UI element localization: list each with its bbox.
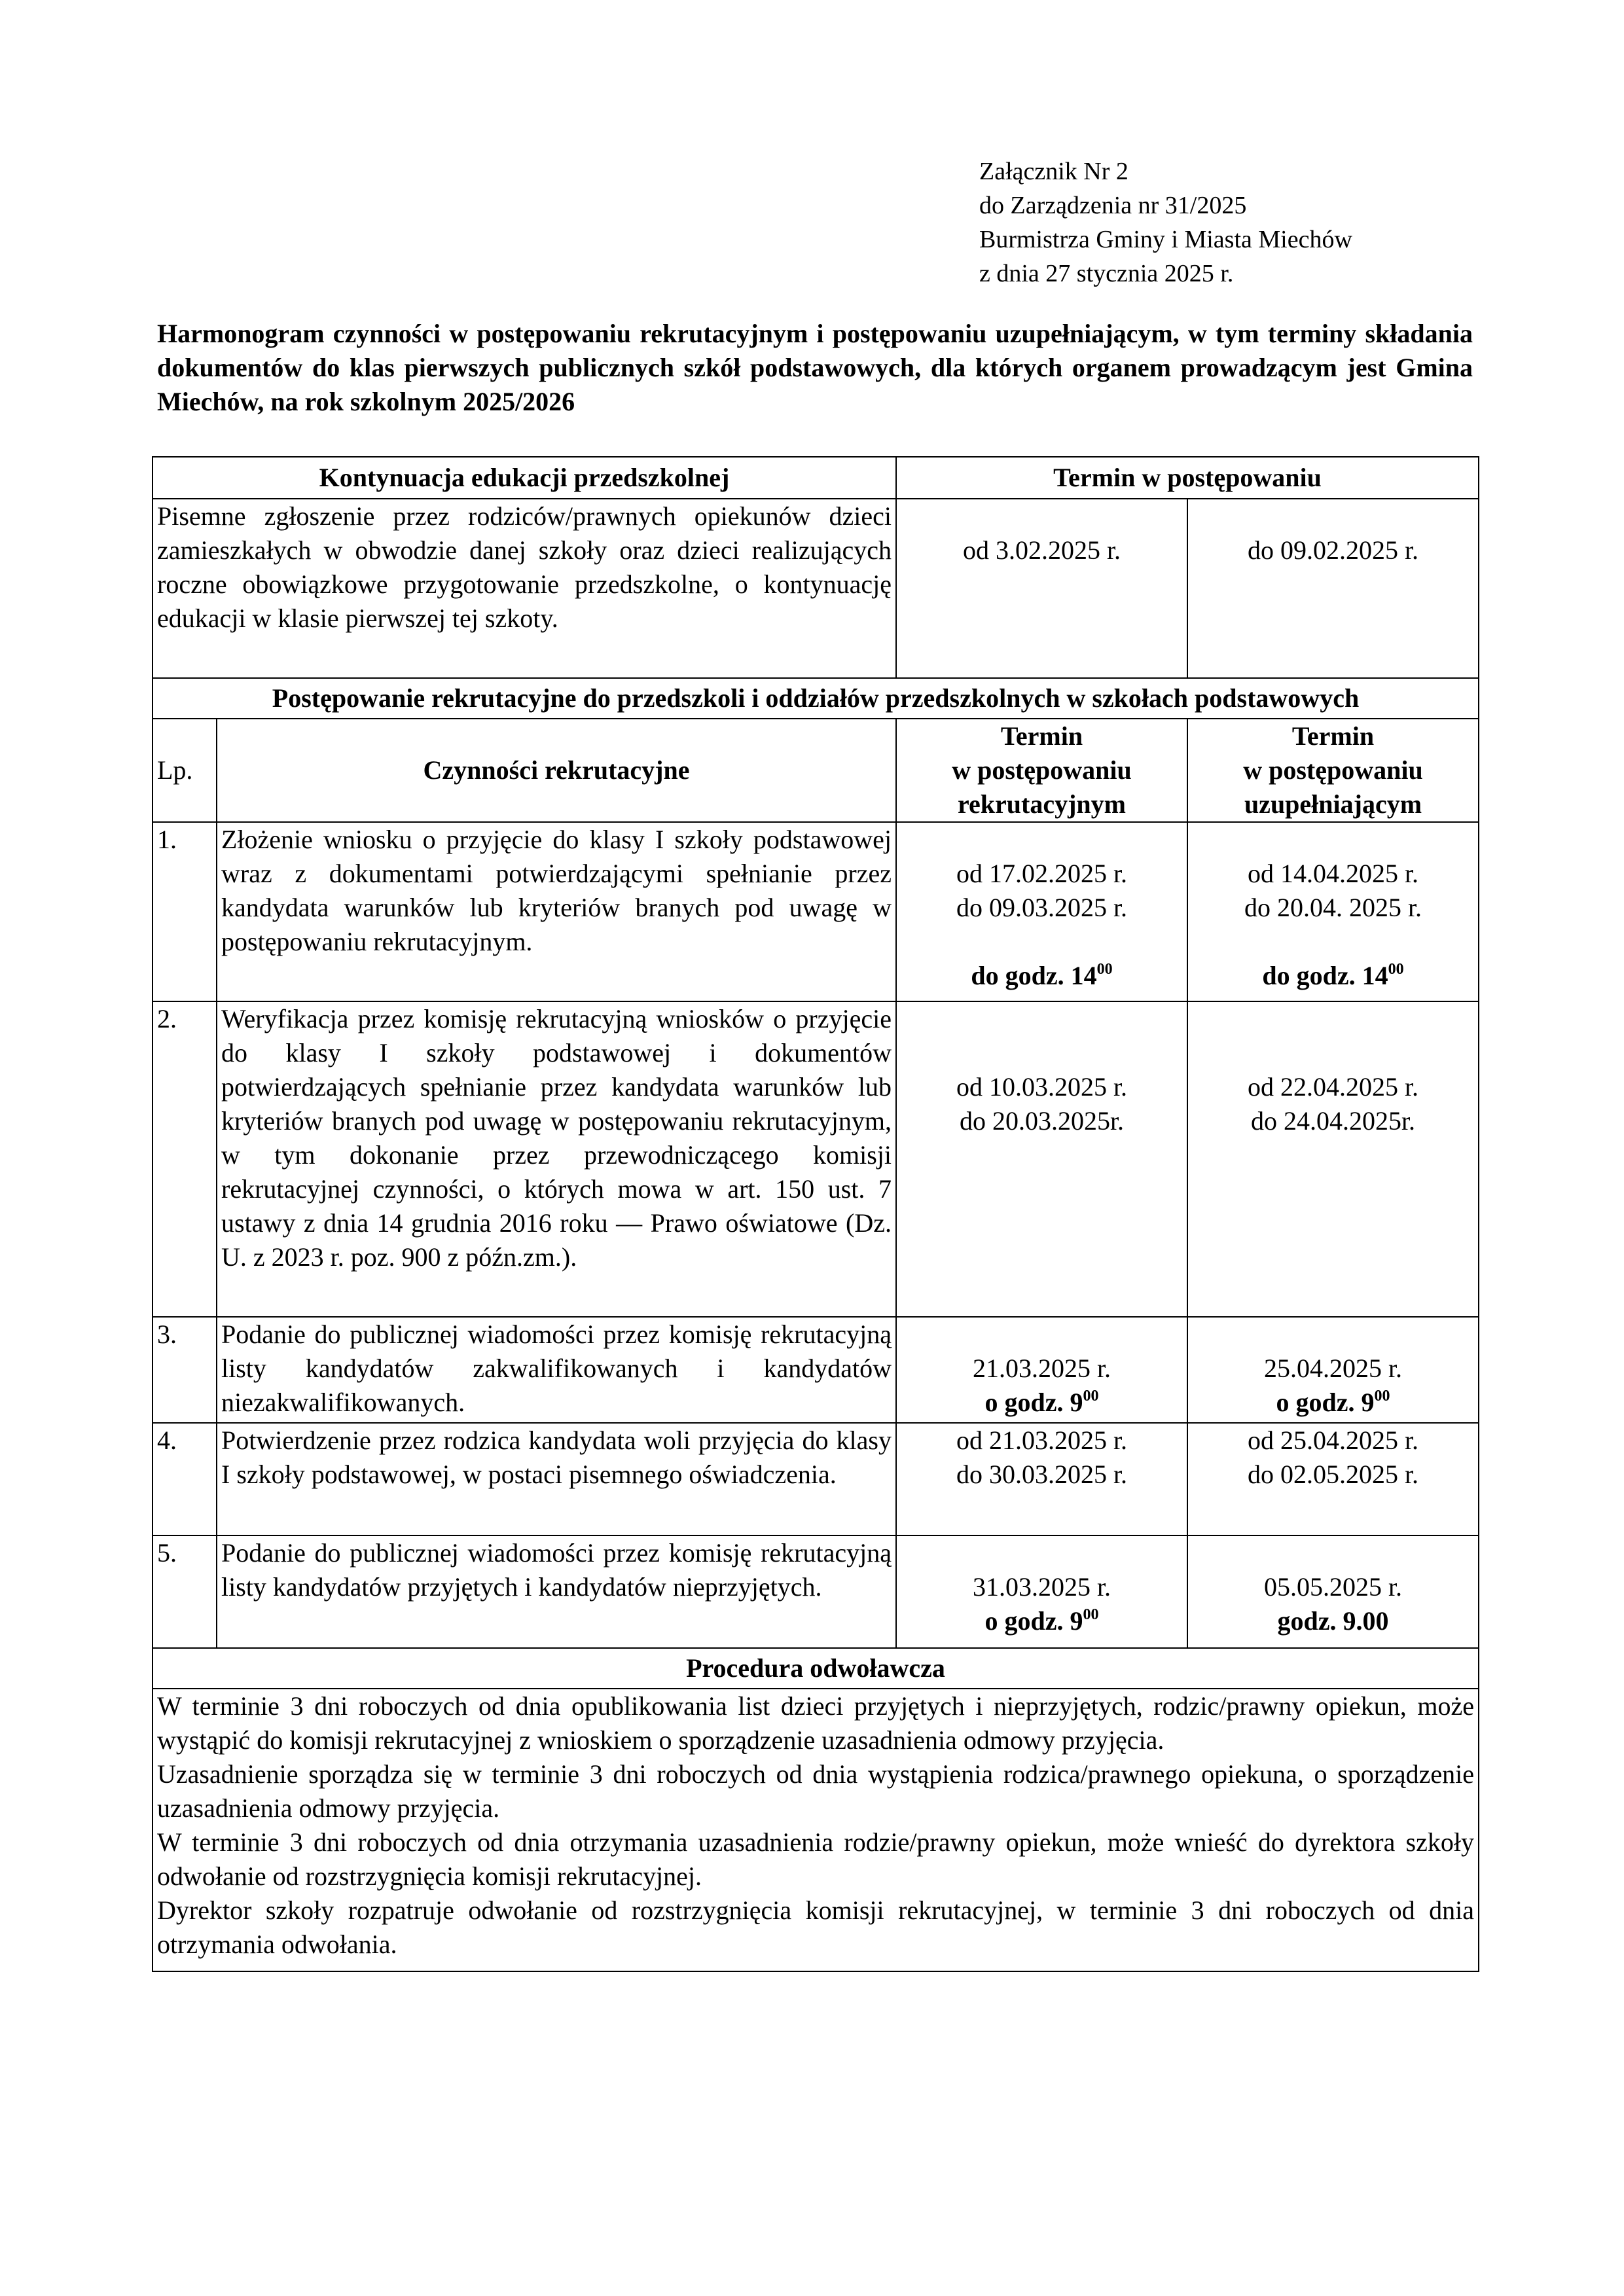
rec-date: 31.03.2025 r. xyxy=(972,1572,1111,1602)
row-lp: 1. xyxy=(153,822,217,1001)
header-line-issuer: Burmistrza Gminy i Miasta Miechów xyxy=(979,226,1352,253)
sup-date-from: od 22.04.2025 r. xyxy=(1247,1072,1419,1102)
rec-date-to: do 09.03.2025 r. xyxy=(956,893,1128,922)
sup-deadline xyxy=(1192,959,1474,993)
section3-heading: Procedura odwoławcza xyxy=(153,1648,1479,1689)
row-supplementary-term xyxy=(1187,1535,1479,1648)
rec-time-minutes: 00 xyxy=(1083,1387,1099,1405)
table-row xyxy=(153,1317,1479,1423)
section1-date-from xyxy=(896,499,1187,678)
document-title: Harmonogram czynności w postępowaniu rekrutacyjnym i postępowaniu uzupełniającym, w tym terminy składania dokumentów do klas pierwszych publicznych szkół podstawowych, dla których organem prowadzącym jest Gmina Miechów, na rok szkolnym 2025/2026 xyxy=(157,319,1473,416)
row-lp: 2. xyxy=(153,1001,217,1317)
rec-time-minutes: 00 xyxy=(1083,1605,1099,1623)
section1-date-from-text: od 3.02.2025 r. xyxy=(962,535,1121,565)
col-recruitment-header-line3: rekrutacyjnym xyxy=(958,789,1126,819)
schedule-table xyxy=(152,456,1479,1972)
rec-time xyxy=(901,1604,1183,1638)
rec-time-text: o godz. 9 xyxy=(984,1606,1083,1636)
col-recruitment-header-line2: w postępowaniu xyxy=(952,755,1132,785)
section2-heading: Postępowanie rekrutacyjne do przedszkoli i oddziałów przedszkolnych w szkołach podstawowych xyxy=(153,678,1479,719)
sup-date: 05.05.2025 r. xyxy=(1263,1572,1403,1602)
sup-deadline-minutes: 00 xyxy=(1388,960,1404,978)
row-supplementary-term xyxy=(1187,1423,1479,1535)
sup-time-minutes: 00 xyxy=(1374,1387,1390,1405)
row-activity: Podanie do publicznej wiadomości przez komisję rekrutacyjną listy kandydatów zakwalifikowanych i kandydatów niezakwalifikowanych. xyxy=(217,1317,896,1423)
col-activity-header: Czynności rekrutacyjne xyxy=(217,719,896,822)
appeal-paragraph-1: W terminie 3 dni roboczych od dnia opublikowania list dzieci przyjętych i nieprzyjętych, rodzic/prawny opiekun, może wystąpić do komisji rekrutacyjnej z wnioskiem o sporządzenie uzasadnienia odmowy przyjęcia. xyxy=(157,1691,1474,1755)
row-recruitment-term xyxy=(896,1317,1187,1423)
section1-row xyxy=(153,499,1479,678)
appeal-procedure-text xyxy=(153,1689,1479,1971)
appeal-paragraph-3: W terminie 3 dni roboczych od dnia otrzymania uzasadnienia rodzie/prawny opiekun, może wnieść do dyrektora szkoły odwołanie od rozstrzygnięcia komisji rekrutacyjnej. xyxy=(157,1827,1474,1891)
section2-column-header-row xyxy=(153,719,1479,822)
sup-deadline-text: do godz. 14 xyxy=(1262,961,1388,990)
appeal-paragraph-4: Dyrektor szkoły rozpatruje odwołanie od rozstrzygnięcia komisji rekrutacyjnej, w terminie 3 dni roboczych od dnia otrzymania odwołania. xyxy=(157,1895,1474,1959)
sup-date-from: od 14.04.2025 r. xyxy=(1247,859,1419,888)
table-row xyxy=(153,822,1479,1001)
rec-date-from: od 10.03.2025 r. xyxy=(956,1072,1128,1102)
attachment-header xyxy=(979,154,1352,291)
rec-date-to: do 30.03.2025 r. xyxy=(956,1460,1128,1489)
row-lp: 3. xyxy=(153,1317,217,1423)
appeal-paragraph-2: Uzasadnienie sporządza się w terminie 3 dni roboczych od dnia wystąpienia rodzica/prawnego opiekuna, o sporządzenie uzasadnienia odmowy przyjęcia. xyxy=(157,1759,1474,1823)
row-activity: Złożenie wniosku o przyjęcie do klasy I szkoły podstawowej wraz z dokumentami potwierdzającymi spełnianie przez kandydata warunków lub kryteriów branych pod uwagę w postępowaniu rekrutacyjnym. xyxy=(217,822,896,1001)
col-recruitment-header xyxy=(896,719,1187,822)
section1-header-row xyxy=(153,457,1479,499)
table-row xyxy=(153,1423,1479,1535)
row-recruitment-term xyxy=(896,1001,1187,1317)
row-supplementary-term xyxy=(1187,1317,1479,1423)
rec-time-text: o godz. 9 xyxy=(984,1388,1083,1417)
sup-date-from: od 25.04.2025 r. xyxy=(1247,1426,1419,1455)
row-recruitment-term xyxy=(896,822,1187,1001)
sup-date-to: do 02.05.2025 r. xyxy=(1247,1460,1419,1489)
section3-body-row xyxy=(153,1689,1479,1971)
col-supplementary-header-line3: uzupełniającym xyxy=(1244,789,1422,819)
row-activity: Podanie do publicznej wiadomości przez komisję rekrutacyjną listy kandydatów przyjętych i kandydatów nieprzyjętych. xyxy=(217,1535,896,1648)
rec-deadline-text: do godz. 14 xyxy=(971,961,1097,990)
col-supplementary-header xyxy=(1187,719,1479,822)
rec-deadline xyxy=(901,959,1183,993)
rec-date-to: do 20.03.2025r. xyxy=(959,1106,1125,1136)
section2-heading-row xyxy=(153,678,1479,719)
rec-date: 21.03.2025 r. xyxy=(972,1354,1111,1383)
row-activity: Weryfikacja przez komisję rekrutacyjną wniosków o przyjęcie do klasy I szkoły podstawowej i dokumentów potwierdzających spełnianie przez kandydata warunków lub kryteriów branych pod uwagę w postępowaniu rekrutacyjnym, w tym dokonanie przez przewodniczącego komisji rekrutacyjnej czynności, o których mowa w art. 150 ust. 7 ustawy z dnia 14 grudnia 2016 roku — Prawo oświatowe (Dz. U. z 2023 r. poz. 900 z późn.zm.). xyxy=(217,1001,896,1317)
section1-heading-right: Termin w postępowaniu xyxy=(896,457,1479,499)
sup-time xyxy=(1192,1386,1474,1420)
rec-date-from: od 17.02.2025 r. xyxy=(956,859,1128,888)
sup-time: godz. 9.00 xyxy=(1277,1606,1389,1636)
row-activity: Potwierdzenie przez rodzica kandydata woli przyjęcia do klasy I szkoły podstawowej, w postaci pisemnego oświadczenia. xyxy=(217,1423,896,1535)
sup-date-to: do 24.04.2025r. xyxy=(1250,1106,1416,1136)
row-recruitment-term xyxy=(896,1535,1187,1648)
row-recruitment-term xyxy=(896,1423,1187,1535)
section1-description: Pisemne zgłoszenie przez rodziców/prawnych opiekunów dzieci zamieszkałych w obwodzie danej szkoły oraz dzieci realizujących roczne obowiązkowe przygotowanie przedszkolne, o kontynuację edukacji w klasie pierwszej tej szkoty. xyxy=(153,499,896,678)
row-supplementary-term xyxy=(1187,1001,1479,1317)
sup-date: 25.04.2025 r. xyxy=(1263,1354,1403,1383)
header-line-attachment: Załącznik Nr 2 xyxy=(979,158,1128,185)
section1-date-to xyxy=(1187,499,1479,678)
row-supplementary-term xyxy=(1187,822,1479,1001)
col-supplementary-header-line1: Termin xyxy=(1291,721,1375,751)
table-row xyxy=(153,1535,1479,1648)
row-lp: 4. xyxy=(153,1423,217,1535)
col-lp-header: Lp. xyxy=(153,719,217,822)
header-line-order: do Zarządzenia nr 31/2025 xyxy=(979,192,1247,219)
section1-heading-left: Kontynuacja edukacji przedszkolnej xyxy=(153,457,896,499)
table-row xyxy=(153,1001,1479,1317)
sup-time-text: o godz. 9 xyxy=(1276,1388,1375,1417)
header-line-date: z dnia 27 stycznia 2025 r. xyxy=(979,260,1234,287)
row-lp: 5. xyxy=(153,1535,217,1648)
rec-date-from: od 21.03.2025 r. xyxy=(956,1426,1128,1455)
section3-heading-row xyxy=(153,1648,1479,1689)
col-recruitment-header-line1: Termin xyxy=(1000,721,1083,751)
rec-deadline-minutes: 00 xyxy=(1096,960,1113,978)
section1-date-to-text: do 09.02.2025 r. xyxy=(1247,535,1419,565)
rec-time xyxy=(901,1386,1183,1420)
col-supplementary-header-line2: w postępowaniu xyxy=(1243,755,1423,785)
sup-date-to: do 20.04. 2025 r. xyxy=(1244,893,1422,922)
